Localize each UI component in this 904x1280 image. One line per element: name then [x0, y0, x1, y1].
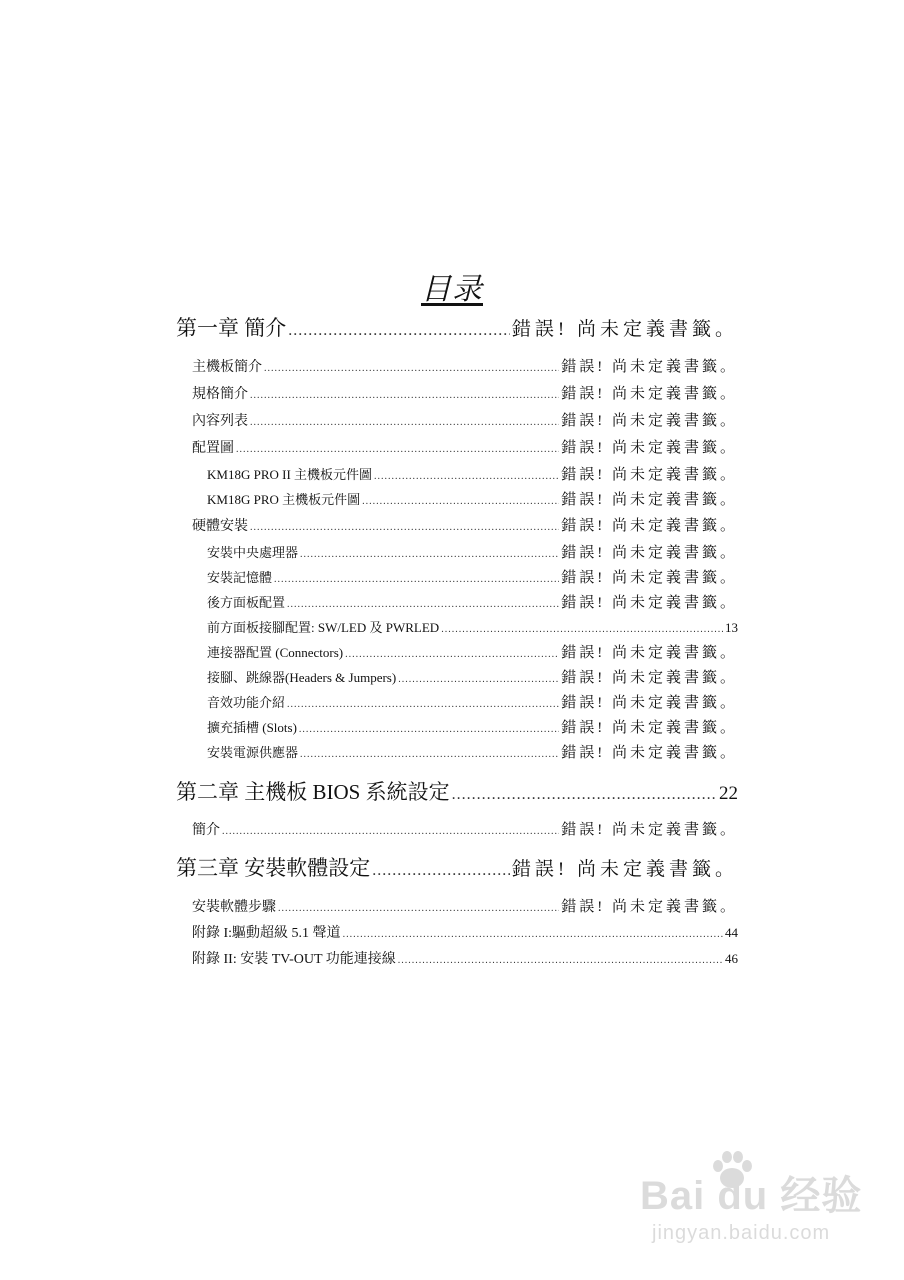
toc-entry-label: 附錄 I:驅動超級 5.1 聲道: [192, 926, 341, 941]
toc-entry-label: 第二章 主機板 BIOS 系統設定: [176, 780, 450, 804]
toc-entry[interactable]: [192, 355, 738, 376]
toc-entry-label: KM18G PRO II 主機板元件圖: [207, 467, 373, 482]
toc-entry-page: 錯誤! 尚未定義書籤。: [511, 859, 738, 880]
dot-leader: [398, 674, 559, 685]
dot-leader: [287, 599, 559, 610]
dot-leader: [362, 496, 559, 507]
toc-entry[interactable]: [192, 948, 738, 968]
toc-entry[interactable]: [192, 895, 738, 916]
toc-entry[interactable]: [207, 617, 738, 636]
dot-leader: [441, 624, 723, 635]
toc-entry-page: 錯誤! 尚未定義書籤。: [561, 440, 738, 456]
toc-entry[interactable]: [192, 818, 738, 839]
dot-leader: [264, 363, 559, 374]
toc-entry[interactable]: [207, 591, 738, 612]
toc-entry-chapter-3[interactable]: [176, 852, 738, 882]
toc-entry-page: 錯誤! 尚未定義書籤。: [561, 359, 738, 375]
toc-entry-label: 連接器配置 (Connectors): [207, 645, 344, 660]
toc-entry[interactable]: [207, 541, 738, 562]
baidu-jingyan-watermark: [640, 1150, 890, 1280]
dot-leader: [374, 471, 559, 482]
toc-entry-page: 錯誤! 尚未定義書籤。: [561, 595, 738, 611]
toc-entry-page: 44: [725, 925, 738, 940]
toc-entry-label: 後方面板配置: [207, 595, 286, 610]
toc-entry-label: 主機板簡介: [192, 360, 262, 375]
toc-entry-chapter-2[interactable]: [176, 776, 738, 806]
toc-entry-page: 22: [719, 783, 738, 804]
toc-entry[interactable]: [207, 666, 738, 687]
toc-entry[interactable]: [207, 741, 738, 762]
toc-entry-label: 規格簡介: [192, 387, 248, 402]
toc-entry[interactable]: [207, 488, 738, 509]
toc-entry-page: 錯誤! 尚未定義書籤。: [561, 467, 738, 483]
toc-entry-label: 音效功能介紹: [207, 695, 286, 710]
toc-entry[interactable]: [207, 691, 738, 712]
toc-entry-label: KM18G PRO 主機板元件圖: [207, 492, 361, 507]
toc-entry-label: 安裝記憶體: [207, 570, 273, 585]
dot-leader: [345, 649, 559, 660]
toc-entry-label: 前方面板接腳配置: SW/LED 及 PWRLED: [207, 620, 440, 635]
toc-entry[interactable]: [207, 463, 738, 484]
toc-entry-label: 內容列表: [192, 414, 248, 429]
dot-leader: [299, 724, 559, 735]
dot-leader: [300, 549, 559, 560]
watermark-logo-text: Bai du 经验: [640, 1174, 863, 1218]
dot-leader: [250, 390, 559, 401]
dot-leader: [343, 929, 723, 940]
toc-entry-page: 錯誤! 尚未定義書籤。: [561, 745, 738, 761]
dot-leader: [287, 699, 559, 710]
toc-entry-page: 錯誤! 尚未定義書籤。: [561, 645, 738, 661]
dot-leader: [250, 417, 559, 428]
toc-entry-page: 錯誤! 尚未定義書籤。: [561, 720, 738, 736]
toc-entry-label: 接腳、跳線器(Headers & Jumpers): [207, 670, 397, 685]
toc-entry-page: 錯誤! 尚未定義書籤。: [561, 492, 738, 508]
toc-entry-label: 第一章 簡介: [176, 316, 287, 340]
dot-leader: [250, 522, 559, 533]
dot-leader: [300, 749, 559, 760]
watermark-url: jingyan.baidu.com: [652, 1222, 831, 1244]
dot-leader: [222, 826, 559, 837]
toc-entry[interactable]: [207, 641, 738, 662]
dot-leader: [274, 574, 559, 585]
dot-leader: [236, 444, 559, 455]
toc-entry-chapter-1[interactable]: [176, 312, 738, 342]
toc-entry-label: 簡介: [192, 823, 220, 838]
toc-entry-page: 46: [725, 951, 738, 966]
toc-entry[interactable]: [192, 382, 738, 403]
dot-leader: [288, 322, 510, 340]
toc-entry-page: 錯誤! 尚未定義書籤。: [511, 319, 738, 340]
toc-entry[interactable]: [207, 566, 738, 587]
toc-entry-label: 擴充插槽 (Slots): [207, 720, 297, 735]
page-title: 目录: [421, 273, 483, 306]
toc-entry-label: 硬體安裝: [192, 519, 248, 534]
toc-entry-page: 錯誤! 尚未定義書籤。: [561, 413, 738, 429]
toc-entry-label: 配置圖: [192, 441, 234, 456]
toc-entry-page: 錯誤! 尚未定義書籤。: [561, 545, 738, 561]
toc-entry-page: 錯誤! 尚未定義書籤。: [561, 670, 738, 686]
toc-entry-page: 錯誤! 尚未定義書籤。: [561, 386, 738, 402]
toc-entry[interactable]: [192, 409, 738, 430]
toc-entry-page: 13: [725, 620, 738, 635]
toc-entry[interactable]: [192, 514, 738, 535]
toc-entry-page: 錯誤! 尚未定義書籤。: [561, 570, 738, 586]
toc-entry[interactable]: [207, 716, 738, 737]
toc-entry-label: 安裝軟體步驟: [192, 900, 276, 915]
dot-leader: [398, 955, 723, 966]
toc-entry-label: 安裝電源供應器: [207, 745, 299, 760]
dot-leader: [452, 786, 717, 804]
toc-entry-page: 錯誤! 尚未定義書籤。: [561, 518, 738, 534]
toc-entry-label: 附錄 II: 安裝 TV-OUT 功能連接線: [192, 952, 396, 967]
dot-leader: [372, 862, 510, 880]
dot-leader: [278, 903, 559, 914]
toc-entry-label: 安裝中央處理器: [207, 545, 299, 560]
toc-entry-page: 錯誤! 尚未定義書籤。: [561, 695, 738, 711]
toc-entry-page: 錯誤! 尚未定義書籤。: [561, 822, 738, 838]
toc-entry[interactable]: [192, 436, 738, 457]
toc-entry-page: 錯誤! 尚未定義書籤。: [561, 899, 738, 915]
toc-entry[interactable]: [192, 922, 738, 942]
toc-entry-label: 第三章 安裝軟體設定: [176, 856, 371, 880]
